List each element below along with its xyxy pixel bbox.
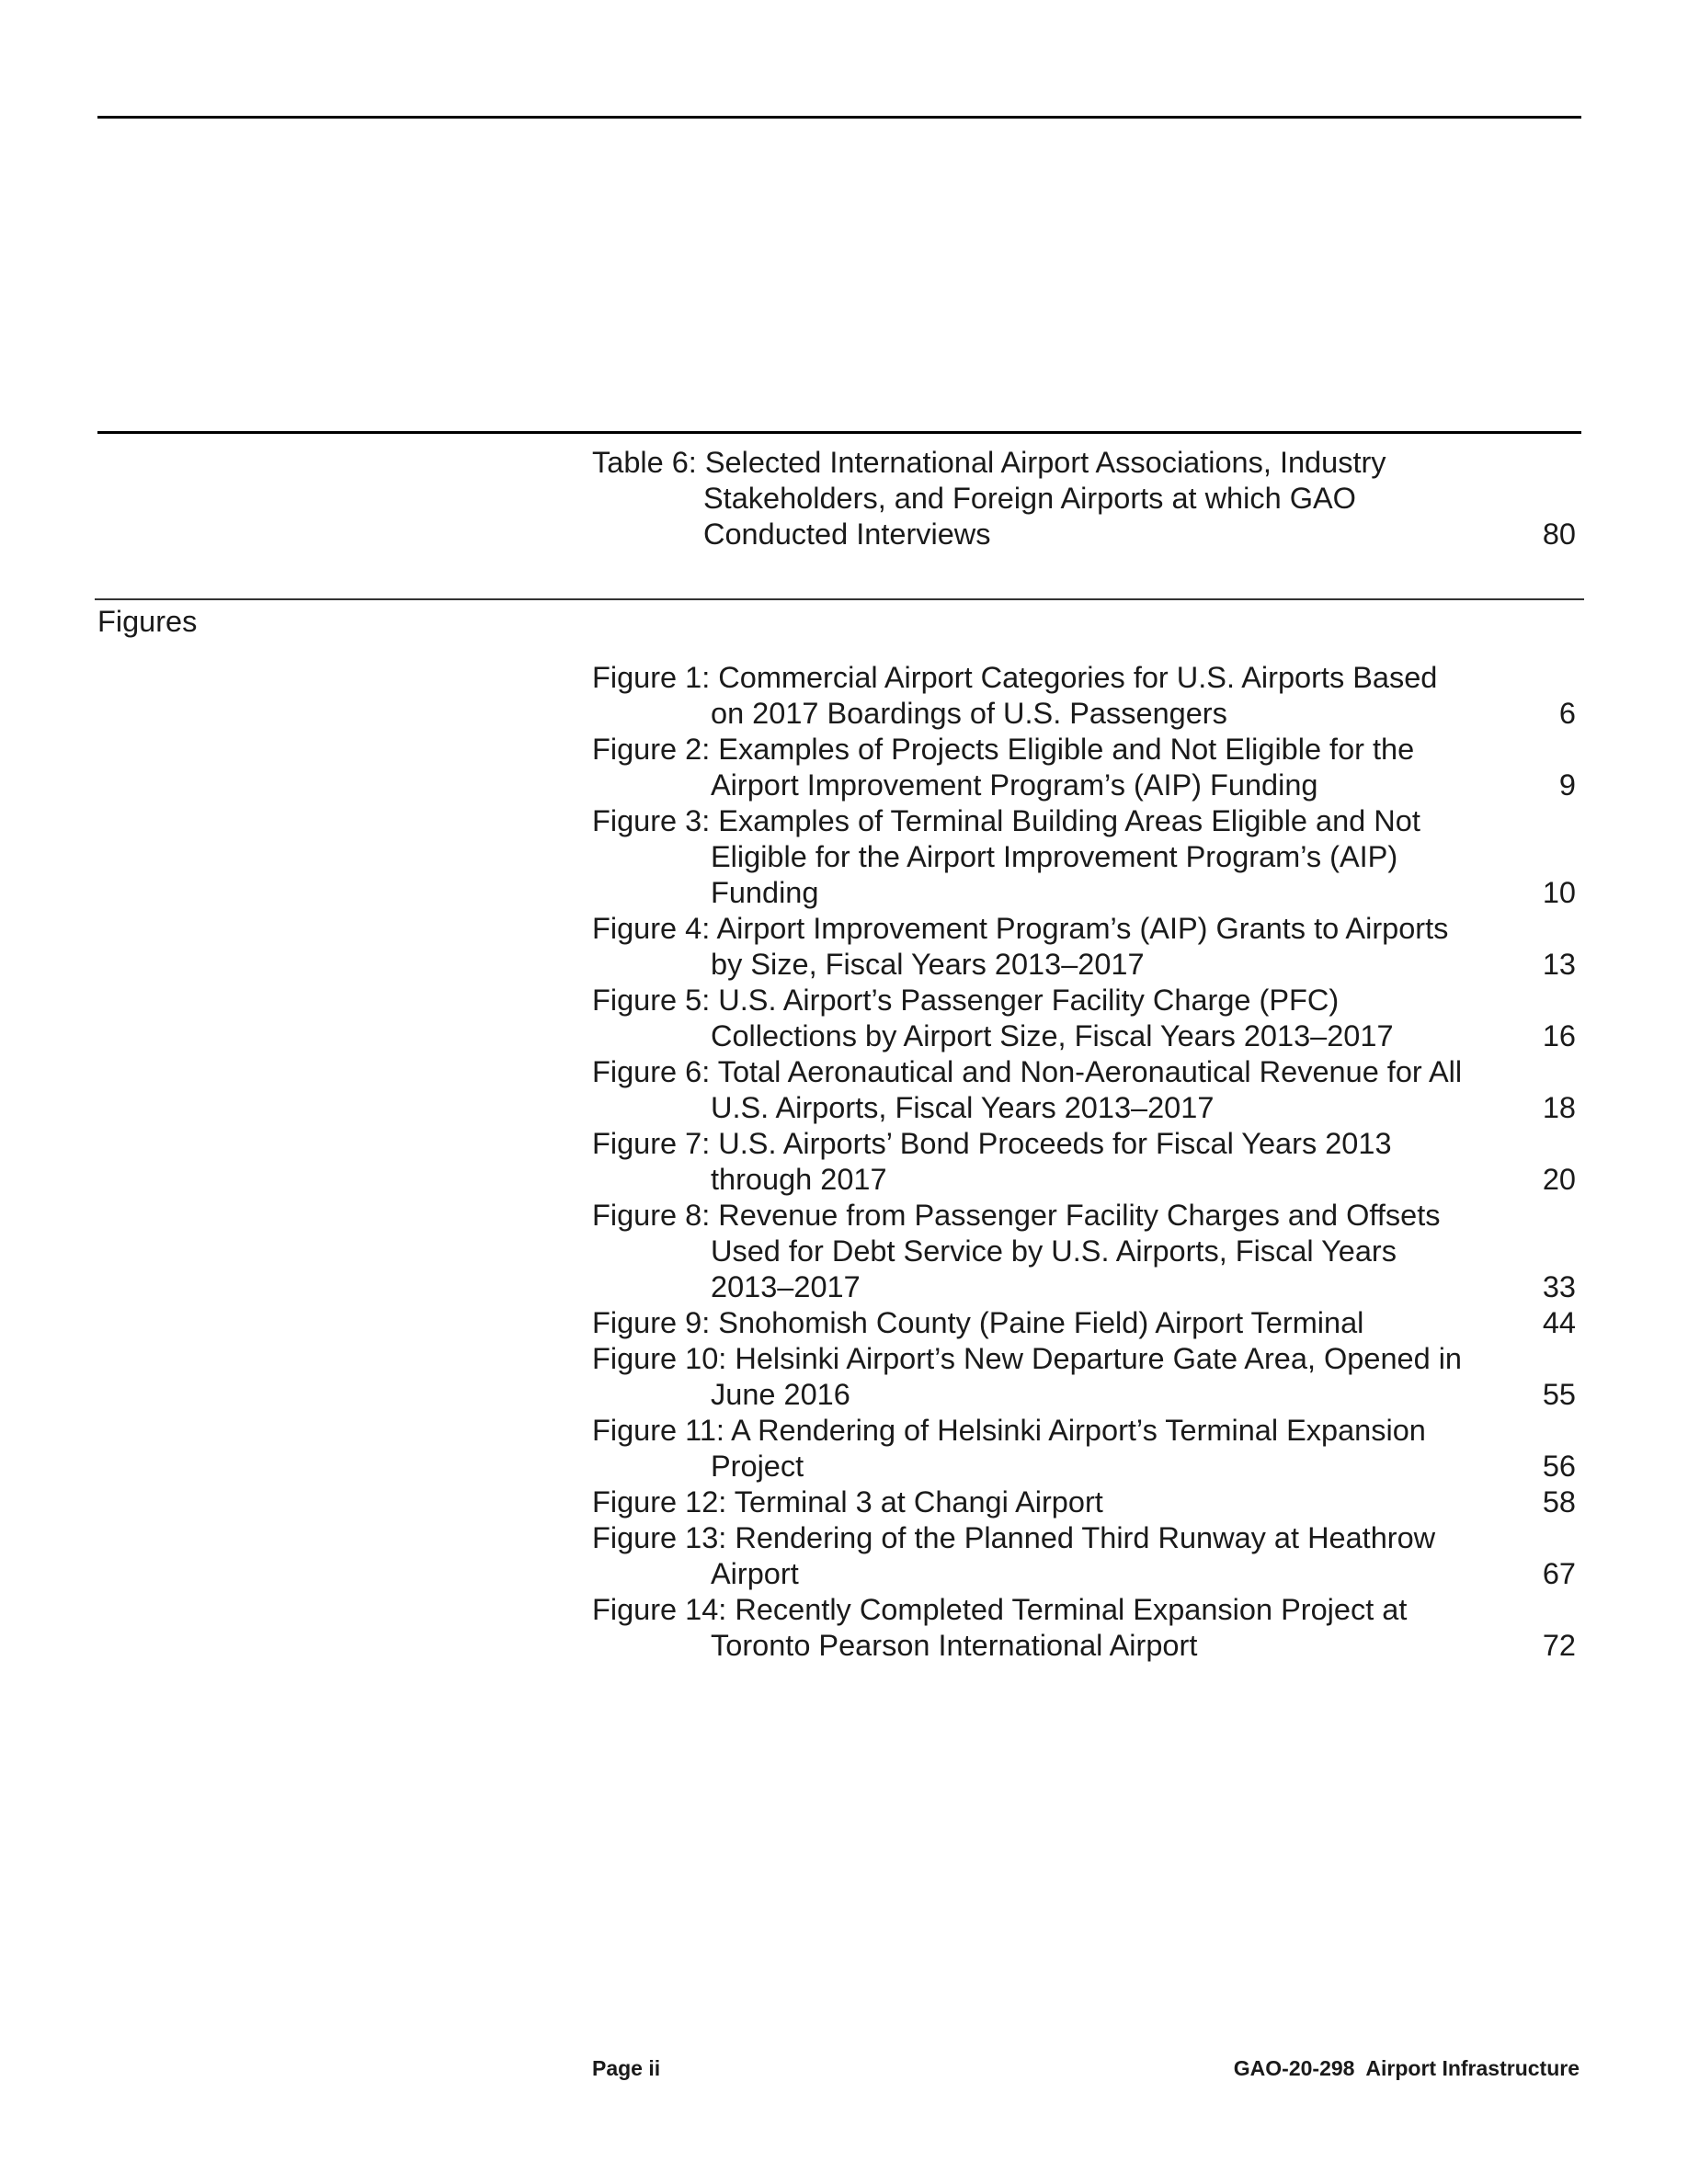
toc-page-number: 44 [1542,1306,1576,1339]
toc-entry-line: 2013–2017 [711,1270,861,1303]
top-rule [97,116,1581,119]
figures-rule [95,598,1584,600]
toc-entry-line: Used for Debt Service by U.S. Airports, Fiscal Years [711,1234,1397,1268]
toc-entry-line: Figure 14: Recently Completed Terminal Expansion Project at [592,1593,1408,1626]
toc-entry-line: Figure 10: Helsinki Airport’s New Departure Gate Area, Opened in [592,1342,1462,1375]
toc-page-number: 58 [1542,1485,1576,1519]
toc-entry-figure-2[interactable] [592,732,1576,803]
toc-page-number: 20 [1542,1163,1576,1196]
footer-report-title [1234,2055,1580,2081]
toc-page-number: 6 [1558,697,1576,730]
toc-entry-figure-11[interactable] [592,1413,1576,1484]
toc-page-number: 10 [1542,876,1576,909]
toc-page-number: 33 [1542,1270,1576,1303]
toc-page-number: 72 [1542,1629,1576,1662]
toc-entry-figure-5[interactable] [592,983,1576,1054]
section-rule [97,431,1581,434]
toc-entry-line: by Size, Fiscal Years 2013–2017 [711,948,1145,981]
toc-entry-line: through 2017 [711,1163,887,1196]
toc-entry-line: Stakeholders, and Foreign Airports at which GAO [703,482,1356,515]
footer-report-name: Airport Infrastructure [1365,2056,1580,2080]
toc-entry-line: Figure 2: Examples of Projects Eligible and Not Eligible for the [592,733,1415,766]
toc-entry-figure-12[interactable] [592,1484,1576,1520]
toc-entry-line: Figure 7: U.S. Airports’ Bond Proceeds for Fiscal Years 2013 [592,1127,1392,1160]
toc-entry-table-6[interactable] [592,445,1576,552]
toc-page-number: 9 [1558,768,1576,802]
toc-entry-line: Figure 6: Total Aeronautical and Non-Aeronautical Revenue for All [592,1055,1463,1088]
toc-entry-line: Figure 3: Examples of Terminal Building Areas Eligible and Not [592,804,1420,837]
toc-entry-line: Figure 12: Terminal 3 at Changi Airport [592,1485,1103,1519]
toc-entry-figure-9[interactable] [592,1305,1576,1341]
toc-entry-figure-4[interactable] [592,911,1576,983]
toc-entry-figure-3[interactable] [592,803,1576,911]
toc-entry-line: Figure 5: U.S. Airport’s Passenger Facility Charge (PFC) [592,984,1340,1017]
toc-entry-figure-13[interactable] [592,1520,1576,1592]
toc-page-number: 18 [1542,1091,1576,1124]
toc-page-number: 56 [1542,1450,1576,1483]
toc-entry-line: Figure 4: Airport Improvement Program’s (AIP) Grants to Airports [592,912,1449,945]
toc-entry-figure-7[interactable] [592,1126,1576,1198]
toc-entry-line: Figure 8: Revenue from Passenger Facility Charges and Offsets [592,1199,1441,1232]
toc-page-number: 55 [1542,1378,1576,1411]
toc-entry-figure-1[interactable] [592,660,1576,732]
toc-entry-figure-10[interactable] [592,1341,1576,1413]
toc-entry-figure-6[interactable] [592,1054,1576,1126]
toc-entry-line: Project [711,1450,804,1483]
toc-entry-line: Table 6: Selected International Airport Associations, Industry [592,446,1386,479]
toc-entry-line: Figure 13: Rendering of the Planned Third Runway at Heathrow [592,1521,1436,1554]
toc-entry-line: Figure 1: Commercial Airport Categories for U.S. Airports Based [592,661,1438,694]
toc-entry-line: Figure 9: Snohomish County (Paine Field) Airport Terminal [592,1306,1364,1339]
toc-entry-line: June 2016 [711,1378,850,1411]
toc-page-number: 80 [1542,518,1576,551]
toc-entry-line: U.S. Airports, Fiscal Years 2013–2017 [711,1091,1215,1124]
toc-entry-line: Figure 11: A Rendering of Helsinki Airport’s Terminal Expansion [592,1414,1426,1447]
toc-entry-line: Toronto Pearson International Airport [711,1629,1198,1662]
toc-entry-line: Airport [711,1557,799,1590]
toc-page-number: 67 [1542,1557,1576,1590]
toc-page-number: 16 [1542,1019,1576,1052]
toc-entry-line: Collections by Airport Size, Fiscal Years 2013–2017 [711,1019,1394,1052]
toc-entry-line: on 2017 Boardings of U.S. Passengers [711,697,1227,730]
toc-page-number: 13 [1542,948,1576,981]
toc-entry-figure-8[interactable] [592,1198,1576,1305]
toc-entry-line: Funding [711,876,819,909]
toc-entry-figure-14[interactable] [592,1592,1576,1664]
figures-heading: Figures [97,605,198,638]
toc-entry-line: Airport Improvement Program’s (AIP) Funding [711,768,1318,802]
toc-entry-line: Conducted Interviews [703,518,991,551]
footer-page-number: Page ii [592,2056,661,2080]
toc-entry-line: Eligible for the Airport Improvement Program’s (AIP) [711,840,1398,873]
footer-report-id: GAO-20-298 [1233,2056,1355,2080]
